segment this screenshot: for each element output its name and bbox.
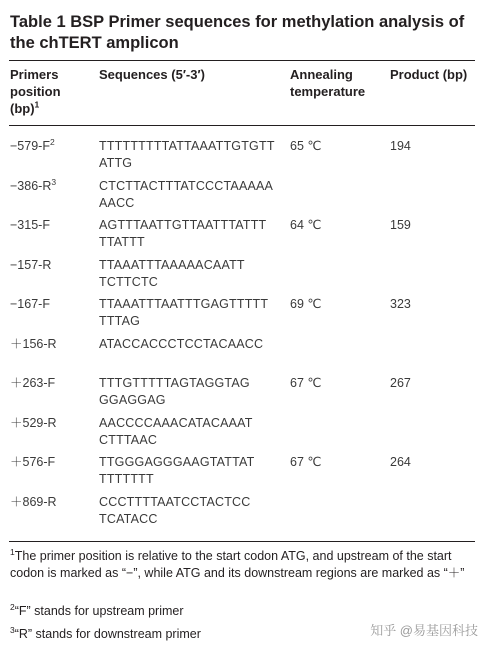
cell-product: 194 <box>390 139 411 153</box>
cell-sequence: AGTTTAATTGTTAATTTATTT TTATTT <box>99 218 267 249</box>
footnote-2: $^2$“F” stands for upstream primer <box>10 601 184 618</box>
cell-sequence: ATACCACCCTCCTACAACC <box>99 336 264 351</box>
cell-position: $-579-F^2$ <box>10 136 55 153</box>
footnote-3: $^3$“R” stands for downstream primer <box>10 624 201 641</box>
header-position: Primers position (bp)$^1$ <box>10 67 61 116</box>
cell-sequence: TTTGTTTTTAGTAGGTAG GGAGGAG <box>99 376 250 407</box>
cell-product: 323 <box>390 297 411 311</box>
bottom-rule <box>9 541 475 542</box>
header-product: Product (bp) <box>390 67 468 82</box>
cell-position: −157-R <box>10 257 52 272</box>
watermark: 知乎 @易基因科技 <box>370 623 478 638</box>
table-label: Table 1 <box>10 13 66 31</box>
cell-temperature: 69 ℃ <box>290 297 322 311</box>
table-caption <box>10 12 484 54</box>
header-rule <box>9 125 475 126</box>
cell-position: ＋156-R <box>10 336 57 351</box>
cell-position: −315-F <box>10 218 50 232</box>
cell-temperature: 64 ℃ <box>290 218 322 232</box>
cell-position: ＋529-R <box>10 415 57 430</box>
cell-temperature: 67 ℃ <box>290 376 322 390</box>
cell-position: ＋263-F <box>10 376 56 390</box>
header-sequence: Sequences (5′-3′) <box>99 67 205 82</box>
table-title: BSP Primer sequences for methylation analysis of the chTERT amplicon <box>10 13 465 52</box>
cell-product: 159 <box>390 218 411 232</box>
cell-temperature: 65 ℃ <box>290 139 322 153</box>
cell-sequence: TTAAATTTAAAAACAATT TCTTCTC <box>99 257 245 289</box>
cell-position: $-386-R^3$ <box>10 176 57 193</box>
cell-position: ＋576-F <box>10 455 56 469</box>
cell-sequence: AACCCCAAACATACAAAT CTTTAAC <box>99 415 253 447</box>
footnote-1: $^1$The primer position is relative to the start codon ATG, and upstream of the start codon is marked as “−”, while ATG and its downstream regions are marked as “＋” <box>10 546 465 580</box>
cell-position: ＋869-R <box>10 494 57 509</box>
top-rule <box>9 60 475 61</box>
cell-product: 267 <box>390 376 411 390</box>
header-temperature: Annealing temperature <box>290 67 366 99</box>
cell-sequence: CTCTTACTTTATCCCTAAAAA AACC <box>99 178 274 210</box>
cell-sequence: TTTTTTTTTATTAAATTGTGTT ATTG <box>99 139 275 170</box>
cell-sequence: CCCTTTTAATCCTACTCC TCATACC <box>99 494 251 526</box>
cell-product: 264 <box>390 455 411 469</box>
cell-position: −167-F <box>10 297 50 311</box>
cell-sequence: TTAAATTTAATTTGAGTTTTT TTTAG <box>99 297 269 328</box>
cell-temperature: 67 ℃ <box>290 455 322 469</box>
cell-sequence: TTGGGAGGGAAGTATTAT TTTTTTT <box>99 455 255 486</box>
